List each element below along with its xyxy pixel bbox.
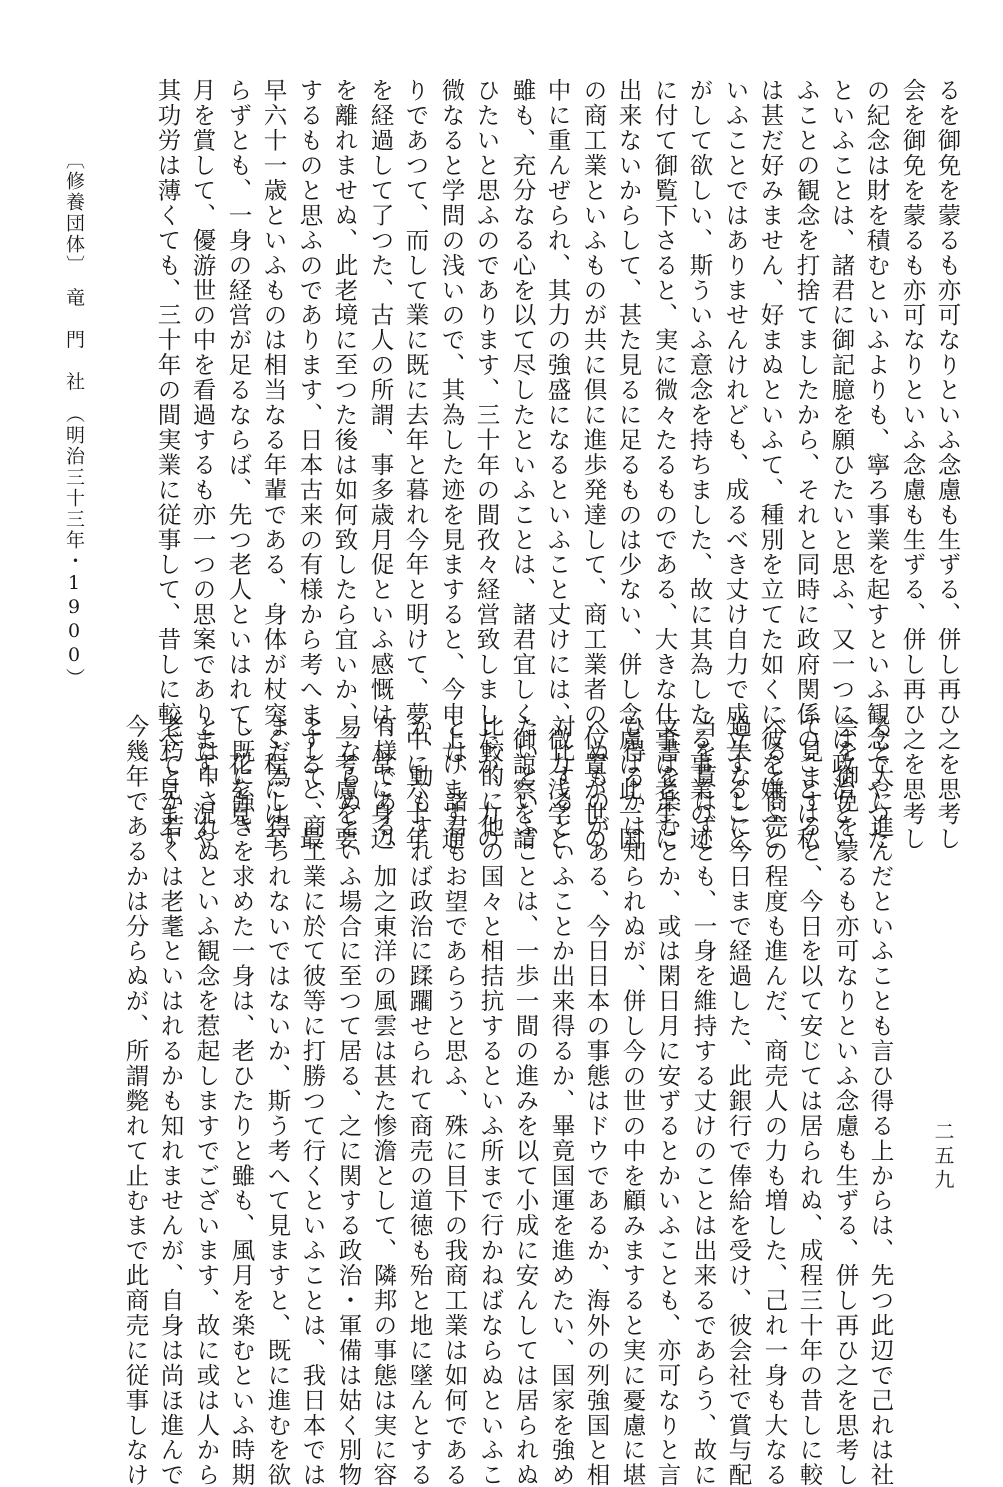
- upper-column: は甚だ好みません、好まぬといふて、種別を立てた如くに彼を嫌ふと: [756, 78, 785, 852]
- lower-column: 今幾年であるかは分らぬが、所謂斃れて止むまで此商売に従事しなけ: [121, 714, 150, 1487]
- lower-column: し既に強きを求めた一身は、老ひたりと雖も、風月を楽むといふ時期: [227, 714, 256, 1487]
- lower-column: 比較的に他の国々と相拮抗するといふ所まで行かねばならぬといふこ: [476, 714, 505, 1487]
- upper-column: 微なると学問の浅いので、其為した迹を見ますると、今申上けます通: [437, 78, 466, 852]
- lower-column: 易ならぬといふ場合に至つて居る、之に関する政治・軍備は姑く別物: [334, 714, 363, 1487]
- upper-column: 早六十一歳といふものは相当なる年輩である、身体が杖突く程には至: [259, 78, 288, 852]
- upper-column: するものと思ふのであります、日本古来の有様から考へますると、最: [295, 78, 324, 852]
- lower-column: 文書を楽むとか、或は閑日月に安ずるとかいふことも、亦可なりと言: [653, 714, 682, 1487]
- upper-column: の紀念は財を積むといふよりも、寧ろ事業を起すといふ観念でやつた: [862, 78, 891, 852]
- lower-column: 老朽とか若くは老耄といはれるかも知れませんが、自身は尚ほ進んで: [156, 714, 185, 1487]
- lower-column: べると商売の程度も進んだ、商売人の力も増した、己れ一身も大なる: [760, 714, 789, 1487]
- upper-column: 其功労は薄くても、三十年の間実業に従事して、昔しに較べて見ます: [153, 78, 182, 852]
- lower-column: 当を貰はずとも、一身を維持する丈けのことは出来るであらう、故に: [689, 714, 718, 1487]
- lower-column: 過失なしに今日まで経過した、此銀行で俸給を受け、彼会社で賞与配: [724, 714, 753, 1487]
- lower-column: たいといふことは、一歩一間の進みを以て小成に安んしては居られぬ: [511, 714, 540, 1487]
- upper-column: 会を御免を蒙るも亦可なりといふ念慮も生ずる、併し再ひ之を思考し: [898, 78, 927, 852]
- lower-column: 会を御免を蒙るも亦可なりといふ念慮も生ずる、併し再ひ之を思考し: [831, 714, 860, 1487]
- upper-column: といふことは、諸君に御記臆を願ひたいと思ふ、又一つには政治とい: [827, 78, 856, 852]
- lower-column: か、動もすれば政治に蹂躙せられて商売の道徳も殆と地に墜んとする: [405, 714, 434, 1487]
- lower-column: 有様である、加之東洋の風雲は甚た惨澹として、隣邦の事態は実に容: [369, 714, 398, 1487]
- upper-column: りであつて、而して業に既に去年と暮れ今年と明けて、夢中に六十年: [401, 78, 430, 852]
- upper-column: いふことではありませんけれども、成るべき丈け自力で成立すること: [721, 78, 750, 852]
- upper-column: るを御免を蒙るも亦可なりといふ念慮も生ずる、併し再ひ之を思考し: [933, 78, 962, 852]
- upper-column: 雖も、充分なる心を以て尽したといふことは、諸君宜しく御諒察を請: [508, 78, 537, 852]
- upper-column: の商工業といふものが共に倶に進歩発達して、商工業者の位置が世の: [579, 78, 608, 852]
- running-header: 〔修養団体〕 竜 門 社 （明治三十三年・1900）: [63, 150, 85, 689]
- lower-column: ひ得るかは知られぬが、併し今の世の中を顧みますると実に憂慮に堪: [618, 714, 647, 1487]
- page-number: 二五九: [931, 1121, 955, 1193]
- upper-column: を離れませぬ、此老境に至つた後は如何致したら宜いか、一考慮を要: [330, 78, 359, 852]
- upper-column: 月を賞して、優游世の中を看過するも亦一つの思案であります、況や: [188, 78, 217, 852]
- upper-column: がして欲しい、斯ういふ意念を持ちました、故に其為したる事業の迹: [685, 78, 714, 852]
- lower-column: ると大に進んだといふことも言ひ得る上からは、先つ此辺で己れは社: [866, 714, 895, 1487]
- upper-column: ひたいと思ふのであります、三十年の間孜々経営致しましたが、力の: [472, 78, 501, 852]
- lower-column: まだ為し得られないではないか、斯う考へて見ますと、既に進むを欲: [263, 714, 292, 1487]
- lower-column: とは申されぬといふ観念を惹起しますでございます、故に或は人から: [192, 714, 221, 1487]
- upper-column: に付て御覧下さると、実に微々たるものである、大きな仕事は老生に: [650, 78, 679, 852]
- upper-column: 中に重んぜられ、其力の強盛になるといふこと丈けには、微力浅学と: [543, 78, 572, 852]
- upper-column: ふことの観念を打捨てましたから、それと同時に政府関係のことは私: [792, 78, 821, 852]
- upper-column: 出来ないからして、甚た見るに足るものは少ない、併し念慮は此一国: [614, 78, 643, 852]
- lower-column: として、商工業に於て彼等に打勝つて行くといふことは、我日本では: [298, 714, 327, 1487]
- lower-column: 対比するといふことか出来得るか、畢竟国運を進めたい、国家を強め: [547, 714, 576, 1487]
- upper-column: らずとも、一身の経営が足るならば、先つ老人といはれて、花を見、: [224, 78, 253, 852]
- upper-column: を経過して了つた、古人の所謂、事多歳月促といふ感慨は、常に身辺: [366, 78, 395, 852]
- lower-column: て見ますると、今日を以て安じては居られぬ、成程三十年の昔しに較: [795, 714, 824, 1487]
- lower-column: へぬものがある、今日日本の事態はドウであるか、海外の列強国と相: [582, 714, 611, 1487]
- lower-column: とは、諸君もお望であらうと思ふ、殊に目下の我商工業は如何である: [440, 714, 469, 1487]
